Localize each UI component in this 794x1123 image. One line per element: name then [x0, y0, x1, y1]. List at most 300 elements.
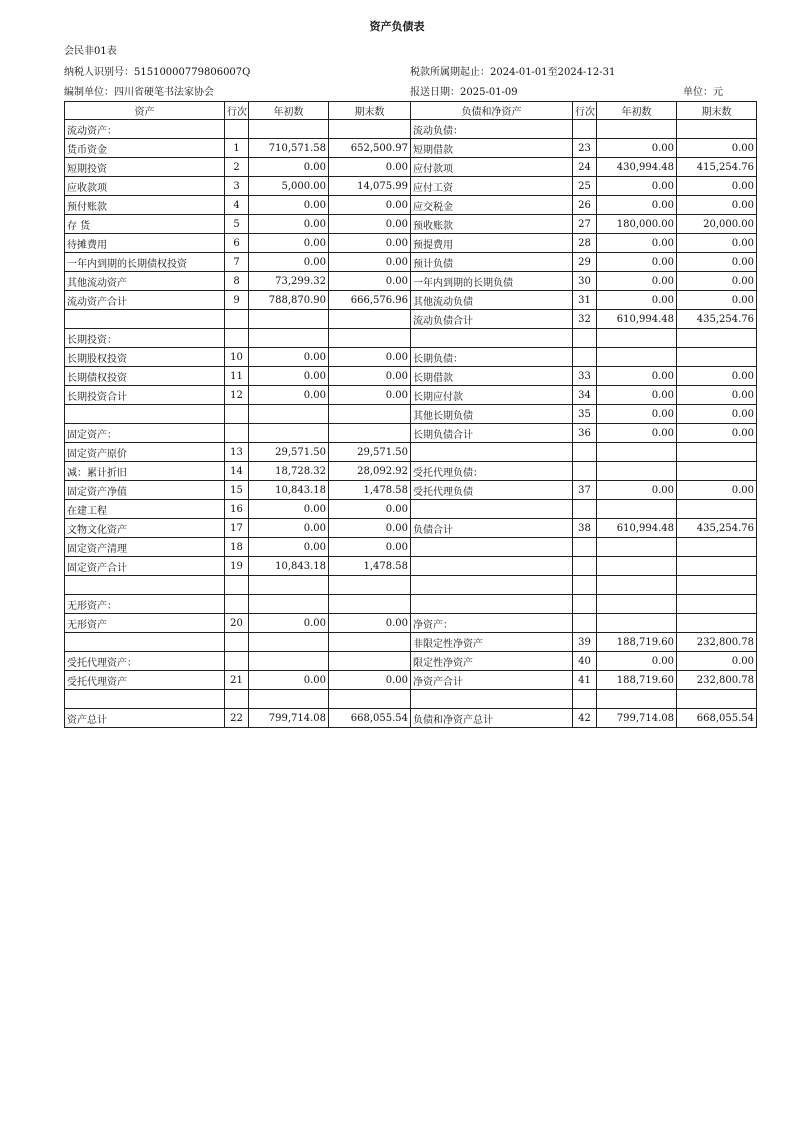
table-row: [65, 120, 757, 139]
asset-ending-value: 0.00: [329, 272, 411, 291]
asset-label: 无形资产: [65, 614, 225, 633]
liability-beginning-value: 0.00: [597, 386, 677, 405]
liability-beginning-value: 0.00: [597, 177, 677, 196]
liability-beginning-value: 430,994.48: [597, 158, 677, 177]
asset-ending-value: 0.00: [329, 253, 411, 272]
liability-label: 其他长期负债: [411, 405, 573, 424]
asset-ending-value: 14,075.99: [329, 177, 411, 196]
asset-beginning-value: 0.00: [249, 367, 329, 386]
liability-ending-value: 232,800.78: [677, 671, 757, 690]
asset-line-no: 5: [225, 215, 249, 234]
asset-ending-value: 0.00: [329, 234, 411, 253]
currency-unit: 单位：元: [683, 87, 723, 98]
liability-label: 受托代理负债：: [411, 462, 573, 481]
report-title: 资产负债表: [369, 20, 425, 33]
table-row: [65, 272, 757, 291]
liability-ending-value: [677, 120, 757, 139]
asset-label: 减：累计折旧: [65, 462, 225, 481]
liability-ending-value: 0.00: [677, 481, 757, 500]
asset-label: 一年内到期的长期债权投资: [65, 253, 225, 272]
table-row: [65, 443, 757, 462]
liability-ending-value: 0.00: [677, 652, 757, 671]
asset-line-no: 2: [225, 158, 249, 177]
asset-line-no: [225, 576, 249, 595]
liability-ending-value: 0.00: [677, 272, 757, 291]
asset-label: 固定资产合计: [65, 557, 225, 576]
asset-beginning-value: 0.00: [249, 158, 329, 177]
report-date: 报送日期：2025-01-09: [410, 87, 518, 98]
liability-label: 流动负债：: [411, 120, 573, 139]
asset-label: 固定资产原价: [65, 443, 225, 462]
liability-ending-value: 0.00: [677, 177, 757, 196]
liability-line-no: 34: [573, 386, 597, 405]
asset-label: 流动资产：: [65, 120, 225, 139]
asset-beginning-value: [249, 576, 329, 595]
liability-beginning-value: 0.00: [597, 272, 677, 291]
liability-line-no: 25: [573, 177, 597, 196]
liability-ending-value: 0.00: [677, 424, 757, 443]
liability-label: [411, 538, 573, 557]
liability-ending-value: [677, 443, 757, 462]
liability-label: 净资产：: [411, 614, 573, 633]
liability-ending-value: 0.00: [677, 234, 757, 253]
liability-label: 长期应付款: [411, 386, 573, 405]
liability-label: 净资产合计: [411, 671, 573, 690]
table-row: [65, 671, 757, 690]
asset-ending-value: [329, 424, 411, 443]
liability-label: 受托代理负债: [411, 481, 573, 500]
asset-beginning-value: [249, 424, 329, 443]
asset-beginning-value: [249, 310, 329, 329]
asset-beginning-value: [249, 329, 329, 348]
asset-beginning-value: 5,000.00: [249, 177, 329, 196]
asset-line-no: 13: [225, 443, 249, 462]
asset-beginning-value: 710,571.58: [249, 139, 329, 158]
asset-ending-value: 0.00: [329, 215, 411, 234]
liability-ending-value: 0.00: [677, 196, 757, 215]
liability-label: [411, 557, 573, 576]
asset-label: 固定资产清理: [65, 538, 225, 557]
liability-label: 长期负债合计: [411, 424, 573, 443]
liability-label: [411, 443, 573, 462]
liability-beginning-value: 0.00: [597, 481, 677, 500]
asset-ending-value: [329, 405, 411, 424]
asset-line-no: 9: [225, 291, 249, 310]
table-row: [65, 462, 757, 481]
asset-ending-value: 0.00: [329, 386, 411, 405]
liability-label: 应付款项: [411, 158, 573, 177]
asset-beginning-value: [249, 633, 329, 652]
liability-ending-value: [677, 538, 757, 557]
table-row: [65, 557, 757, 576]
asset-label: 其他流动资产: [65, 272, 225, 291]
liability-label: [411, 576, 573, 595]
asset-beginning-value: 799,714.08: [249, 709, 329, 728]
liability-line-no: [573, 348, 597, 367]
asset-ending-value: [329, 633, 411, 652]
liability-line-no: 28: [573, 234, 597, 253]
liability-ending-value: 0.00: [677, 386, 757, 405]
asset-line-no: 1: [225, 139, 249, 158]
asset-ending-value: 1,478.58: [329, 557, 411, 576]
asset-ending-value: 652,500.97: [329, 139, 411, 158]
asset-ending-value: 0.00: [329, 196, 411, 215]
table-body: [65, 120, 757, 728]
liability-beginning-value: [597, 462, 677, 481]
asset-beginning-value: 73,299.32: [249, 272, 329, 291]
liability-line-no: 29: [573, 253, 597, 272]
asset-label: 固定资产净值: [65, 481, 225, 500]
asset-ending-value: 29,571.50: [329, 443, 411, 462]
table-row: [65, 538, 757, 557]
asset-line-no: 14: [225, 462, 249, 481]
asset-label: 流动资产合计: [65, 291, 225, 310]
liability-ending-value: [677, 329, 757, 348]
asset-ending-value: 0.00: [329, 614, 411, 633]
asset-ending-value: 28,092.92: [329, 462, 411, 481]
table-row: [65, 348, 757, 367]
liability-beginning-value: 188,719.60: [597, 671, 677, 690]
asset-line-no: [225, 310, 249, 329]
col-header-beginning: 年初数: [249, 102, 329, 120]
asset-ending-value: [329, 690, 411, 709]
liability-line-no: [573, 614, 597, 633]
asset-line-no: 22: [225, 709, 249, 728]
asset-line-no: 20: [225, 614, 249, 633]
liability-ending-value: 0.00: [677, 139, 757, 158]
asset-ending-value: [329, 595, 411, 614]
asset-beginning-value: [249, 120, 329, 139]
col-header-line-no: 行次: [225, 102, 249, 120]
table-row: [65, 519, 757, 538]
liability-ending-value: 668,055.54: [677, 709, 757, 728]
asset-line-no: 3: [225, 177, 249, 196]
col-header-assets: 资产: [65, 102, 225, 120]
liability-beginning-value: [597, 614, 677, 633]
liability-line-no: [573, 462, 597, 481]
asset-label: 长期债权投资: [65, 367, 225, 386]
liability-line-no: 24: [573, 158, 597, 177]
liability-beginning-value: [597, 329, 677, 348]
tax-period: 税款所属期起止：2024-01-01至2024-12-31: [410, 67, 616, 78]
liability-line-no: [573, 329, 597, 348]
liability-label: 其他流动负债: [411, 291, 573, 310]
liability-beginning-value: 0.00: [597, 196, 677, 215]
asset-beginning-value: 0.00: [249, 196, 329, 215]
asset-beginning-value: 10,843.18: [249, 481, 329, 500]
liability-label: 负债合计: [411, 519, 573, 538]
asset-line-no: 10: [225, 348, 249, 367]
asset-label: 货币资金: [65, 139, 225, 158]
asset-ending-value: 0.00: [329, 367, 411, 386]
asset-beginning-value: 18,728.32: [249, 462, 329, 481]
liability-label: 长期借款: [411, 367, 573, 386]
asset-line-no: 8: [225, 272, 249, 291]
asset-ending-value: 0.00: [329, 671, 411, 690]
liability-ending-value: [677, 500, 757, 519]
table-header-row: [65, 102, 757, 120]
asset-label: 短期投资: [65, 158, 225, 177]
asset-ending-value: [329, 310, 411, 329]
asset-line-no: 19: [225, 557, 249, 576]
taxpayer-id: 纳税人识别号：51510000779806007Q: [64, 67, 251, 78]
table-row: [65, 690, 757, 709]
asset-label: 待摊费用: [65, 234, 225, 253]
table-row: [65, 367, 757, 386]
asset-ending-value: [329, 576, 411, 595]
table-row: [65, 196, 757, 215]
asset-beginning-value: 0.00: [249, 671, 329, 690]
liability-label: 流动负债合计: [411, 310, 573, 329]
asset-beginning-value: 0.00: [249, 386, 329, 405]
liability-label: 负债和净资产总计: [411, 709, 573, 728]
liability-beginning-value: [597, 348, 677, 367]
table-row: [65, 215, 757, 234]
liability-label: 应交税金: [411, 196, 573, 215]
asset-line-no: [225, 633, 249, 652]
asset-ending-value: 668,055.54: [329, 709, 411, 728]
liability-ending-value: 435,254.76: [677, 310, 757, 329]
asset-label: 长期投资合计: [65, 386, 225, 405]
asset-line-no: 4: [225, 196, 249, 215]
asset-beginning-value: 0.00: [249, 234, 329, 253]
asset-label: [65, 310, 225, 329]
asset-line-no: 16: [225, 500, 249, 519]
asset-beginning-value: 0.00: [249, 519, 329, 538]
liability-beginning-value: 799,714.08: [597, 709, 677, 728]
asset-label: [65, 405, 225, 424]
asset-line-no: 12: [225, 386, 249, 405]
asset-beginning-value: [249, 690, 329, 709]
liability-line-no: [573, 120, 597, 139]
asset-beginning-value: [249, 595, 329, 614]
liability-line-no: 35: [573, 405, 597, 424]
asset-line-no: [225, 595, 249, 614]
asset-beginning-value: 0.00: [249, 253, 329, 272]
asset-label: 文物文化资产: [65, 519, 225, 538]
liability-label: 短期借款: [411, 139, 573, 158]
asset-line-no: [225, 690, 249, 709]
liability-beginning-value: 0.00: [597, 234, 677, 253]
asset-ending-value: [329, 652, 411, 671]
liability-beginning-value: 0.00: [597, 253, 677, 272]
liability-line-no: [573, 443, 597, 462]
asset-beginning-value: 0.00: [249, 348, 329, 367]
asset-label: 预付账款: [65, 196, 225, 215]
liability-beginning-value: [597, 500, 677, 519]
asset-label: 应收款项: [65, 177, 225, 196]
asset-line-no: [225, 120, 249, 139]
col-header-liabilities: 负债和净资产: [411, 102, 573, 120]
liability-beginning-value: 0.00: [597, 652, 677, 671]
liability-line-no: [573, 557, 597, 576]
liability-beginning-value: [597, 443, 677, 462]
asset-line-no: [225, 424, 249, 443]
asset-ending-value: 1,478.58: [329, 481, 411, 500]
table-row: [65, 633, 757, 652]
table-row: [65, 709, 757, 728]
asset-label: 受托代理资产: [65, 671, 225, 690]
liability-beginning-value: 610,994.48: [597, 310, 677, 329]
liability-label: 预收账款: [411, 215, 573, 234]
asset-label: [65, 633, 225, 652]
col-header-ending: 期末数: [677, 102, 757, 120]
asset-label: 受托代理资产：: [65, 652, 225, 671]
liability-line-no: 42: [573, 709, 597, 728]
col-header-beginning: 年初数: [597, 102, 677, 120]
liability-ending-value: 232,800.78: [677, 633, 757, 652]
table-row: [65, 291, 757, 310]
table-row: [65, 405, 757, 424]
liability-beginning-value: 0.00: [597, 367, 677, 386]
liability-beginning-value: 610,994.48: [597, 519, 677, 538]
liability-label: 一年内到期的长期负债: [411, 272, 573, 291]
table-row: [65, 158, 757, 177]
asset-line-no: 6: [225, 234, 249, 253]
liability-line-no: [573, 576, 597, 595]
table-row: [65, 481, 757, 500]
liability-line-no: 37: [573, 481, 597, 500]
liability-ending-value: [677, 576, 757, 595]
asset-line-no: 18: [225, 538, 249, 557]
asset-label: 固定资产：: [65, 424, 225, 443]
asset-ending-value: [329, 329, 411, 348]
liability-line-no: 31: [573, 291, 597, 310]
table-row: [65, 139, 757, 158]
asset-beginning-value: 10,843.18: [249, 557, 329, 576]
liability-label: 限定性净资产: [411, 652, 573, 671]
liability-label: 应付工资: [411, 177, 573, 196]
asset-line-no: 21: [225, 671, 249, 690]
asset-ending-value: 0.00: [329, 158, 411, 177]
liability-line-no: 32: [573, 310, 597, 329]
liability-beginning-value: [597, 595, 677, 614]
liability-label: [411, 329, 573, 348]
liability-line-no: 30: [573, 272, 597, 291]
liability-beginning-value: 0.00: [597, 291, 677, 310]
asset-label: 存 货: [65, 215, 225, 234]
asset-beginning-value: 0.00: [249, 215, 329, 234]
asset-line-no: 7: [225, 253, 249, 272]
asset-label: 长期股权投资: [65, 348, 225, 367]
table-row: [65, 595, 757, 614]
liability-label: [411, 690, 573, 709]
liability-ending-value: [677, 614, 757, 633]
asset-line-no: [225, 329, 249, 348]
table-row: [65, 386, 757, 405]
liability-beginning-value: 180,000.00: [597, 215, 677, 234]
asset-ending-value: 0.00: [329, 519, 411, 538]
liability-ending-value: 0.00: [677, 367, 757, 386]
table-row: [65, 576, 757, 595]
liability-line-no: 33: [573, 367, 597, 386]
liability-ending-value: [677, 557, 757, 576]
asset-ending-value: [329, 120, 411, 139]
liability-line-no: 23: [573, 139, 597, 158]
asset-line-no: 11: [225, 367, 249, 386]
table-row: [65, 500, 757, 519]
table-row: [65, 424, 757, 443]
asset-ending-value: 0.00: [329, 538, 411, 557]
asset-beginning-value: 0.00: [249, 614, 329, 633]
liability-beginning-value: [597, 690, 677, 709]
liability-label: 预提费用: [411, 234, 573, 253]
table-row: [65, 310, 757, 329]
liability-label: [411, 595, 573, 614]
compiler-unit: 编制单位：四川省硬笔书法家协会: [64, 87, 214, 98]
liability-beginning-value: 0.00: [597, 139, 677, 158]
table-row: [65, 253, 757, 272]
liability-beginning-value: [597, 120, 677, 139]
liability-line-no: [573, 690, 597, 709]
asset-beginning-value: 788,870.90: [249, 291, 329, 310]
table-row: [65, 234, 757, 253]
liability-ending-value: 20,000.00: [677, 215, 757, 234]
asset-line-no: 15: [225, 481, 249, 500]
liability-ending-value: [677, 595, 757, 614]
liability-beginning-value: [597, 538, 677, 557]
liability-ending-value: 0.00: [677, 291, 757, 310]
liability-ending-value: 0.00: [677, 405, 757, 424]
asset-label: [65, 690, 225, 709]
liability-label: 预计负债: [411, 253, 573, 272]
liability-line-no: 27: [573, 215, 597, 234]
table-row: [65, 652, 757, 671]
liability-label: [411, 500, 573, 519]
liability-line-no: 36: [573, 424, 597, 443]
asset-ending-value: 666,576.96: [329, 291, 411, 310]
asset-line-no: 17: [225, 519, 249, 538]
liability-line-no: 40: [573, 652, 597, 671]
form-code: 会民非01表: [64, 46, 117, 57]
liability-ending-value: 0.00: [677, 253, 757, 272]
asset-beginning-value: 0.00: [249, 500, 329, 519]
asset-beginning-value: [249, 652, 329, 671]
table-row: [65, 329, 757, 348]
liability-line-no: 38: [573, 519, 597, 538]
asset-ending-value: 0.00: [329, 348, 411, 367]
liability-ending-value: [677, 462, 757, 481]
liability-label: 长期负债：: [411, 348, 573, 367]
col-header-line-no: 行次: [573, 102, 597, 120]
table-row: [65, 614, 757, 633]
asset-ending-value: 0.00: [329, 500, 411, 519]
liability-line-no: [573, 538, 597, 557]
liability-beginning-value: 0.00: [597, 405, 677, 424]
asset-label: [65, 576, 225, 595]
liability-beginning-value: [597, 576, 677, 595]
liability-ending-value: [677, 690, 757, 709]
asset-label: 资产总计: [65, 709, 225, 728]
liability-beginning-value: [597, 557, 677, 576]
asset-label: 长期投资：: [65, 329, 225, 348]
liability-line-no: 26: [573, 196, 597, 215]
liability-label: 非限定性净资产: [411, 633, 573, 652]
asset-beginning-value: 29,571.50: [249, 443, 329, 462]
asset-line-no: [225, 652, 249, 671]
col-header-ending: 期末数: [329, 102, 411, 120]
liability-ending-value: 415,254.76: [677, 158, 757, 177]
liability-line-no: 39: [573, 633, 597, 652]
liability-line-no: [573, 500, 597, 519]
liability-ending-value: 435,254.76: [677, 519, 757, 538]
asset-line-no: [225, 405, 249, 424]
table-row: [65, 177, 757, 196]
liability-ending-value: [677, 348, 757, 367]
asset-beginning-value: 0.00: [249, 538, 329, 557]
liability-line-no: 41: [573, 671, 597, 690]
asset-label: 无形资产：: [65, 595, 225, 614]
